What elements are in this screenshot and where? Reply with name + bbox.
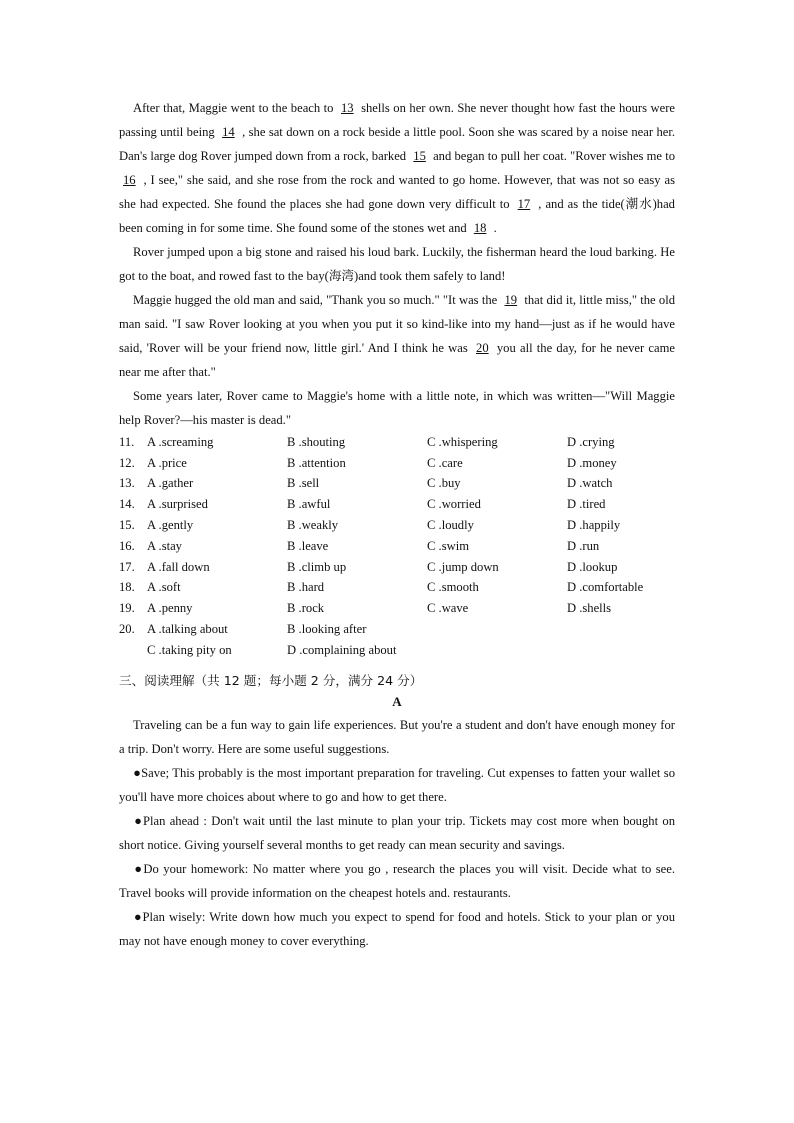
question-number: 13. xyxy=(119,476,135,491)
option-a: A .screaming xyxy=(147,434,214,449)
option-d: D .shells xyxy=(567,601,612,616)
text: ●Save; This probably is the most important preparation for traveling. Cut expenses to fatten your wallet so you'll have more choices about where to go and how to get there. xyxy=(119,765,675,804)
option-c: C .worried xyxy=(427,497,481,512)
option-c: C .whispering xyxy=(427,434,498,449)
option-row xyxy=(119,619,675,640)
option-row xyxy=(119,515,675,536)
question-number: 18. xyxy=(119,580,135,595)
passage-tip xyxy=(119,761,675,809)
blank-19: 19 xyxy=(504,293,518,307)
passage-tip xyxy=(119,857,675,905)
option-a: A .talking about xyxy=(147,622,228,637)
text: Traveling can be a fun way to gain life experiences. But you're a student and don't have enough money for a trip. Don't worry. Here are some useful suggestions. xyxy=(119,717,675,756)
option-b: B .awful xyxy=(287,497,331,512)
text: , and as the tide(潮水)had been coming in for some time. She found some of the stones wet and xyxy=(119,197,675,235)
question-number: 11. xyxy=(119,434,135,449)
option-c: C .swim xyxy=(427,538,469,553)
option-d: D .crying xyxy=(567,434,615,449)
option-a: A .surprised xyxy=(147,497,208,512)
blank-15: 15 xyxy=(413,149,426,163)
option-row xyxy=(119,536,675,557)
question-number: 17. xyxy=(119,559,135,574)
option-a: A .soft xyxy=(147,580,181,595)
option-b: B .shouting xyxy=(287,434,346,449)
option-d: D .tired xyxy=(567,497,606,512)
text: and began to pull her coat. "Rover wishes me to xyxy=(433,149,675,163)
option-b: B .leave xyxy=(287,538,329,553)
question-number: 14. xyxy=(119,497,135,512)
text: ●Do your homework: No matter where you go , research the places you will visit. Decide what to see. Travel books will provide information on the cheapest hotels and. restaurants. xyxy=(119,861,675,900)
option-row xyxy=(119,432,675,453)
option-row xyxy=(119,640,675,661)
option-row xyxy=(119,453,675,474)
passage-intro xyxy=(119,713,675,761)
page-content xyxy=(119,96,675,953)
option-c: C .care xyxy=(427,455,463,470)
text: ●Plan ahead : Don't wait until the last minute to plan your trip. Tickets may cost more when bought on short notice. Giving yourself several months to get ready can mean security and savings. xyxy=(119,813,675,852)
option-a: A .penny xyxy=(147,601,193,616)
question-number: 15. xyxy=(119,518,135,533)
option-b: B .climb up xyxy=(287,559,347,574)
option-c: C .loudly xyxy=(427,518,474,533)
option-b: B .attention xyxy=(287,455,346,470)
options-table xyxy=(119,432,675,661)
text: you all the day, for he never came near me after that." xyxy=(119,341,676,379)
text: Rover jumped upon a big stone and raised his loud bark. Luckily, the fisherman heard the loud barking. He got to the boat, and rowed fast to the bay(海湾)and took them safely to land! xyxy=(119,245,675,283)
question-number: 19. xyxy=(119,601,135,616)
option-empty xyxy=(567,640,675,661)
option-d: D .lookup xyxy=(567,559,618,574)
cloze-paragraph-3 xyxy=(119,288,675,384)
option-a: A .gather xyxy=(147,476,194,491)
text: Maggie hugged the old man and said, "Thank you so much." "It was the xyxy=(133,293,498,307)
text: shells on her own. She never thought how fast the hours were passing until being xyxy=(119,101,675,139)
option-b: B .weakly xyxy=(287,518,339,533)
cloze-paragraph-1 xyxy=(119,96,675,240)
passage-title: A xyxy=(392,693,402,709)
option-b: B .looking after xyxy=(287,622,367,637)
option-c: C .taking pity on xyxy=(147,642,232,657)
question-number: 16. xyxy=(119,538,135,553)
text: After that, Maggie went to the beach to xyxy=(133,101,334,115)
option-row xyxy=(119,578,675,599)
option-c: C .jump down xyxy=(427,559,499,574)
option-empty xyxy=(427,640,567,661)
passage-tip xyxy=(119,809,675,857)
option-c: C .smooth xyxy=(427,580,479,595)
text: Some years later, Rover came to Maggie's home with a little note, in which was written—"Will Maggie help Rover?—his master is dead." xyxy=(119,389,675,427)
cloze-paragraph-4 xyxy=(119,384,675,432)
section-heading: 三、阅读理解（共 12 题；每小题 2 分，满分 24 分） xyxy=(119,672,423,688)
option-a: A .gently xyxy=(147,518,194,533)
option-d: D .watch xyxy=(567,476,613,491)
option-a: A .fall down xyxy=(147,559,210,574)
text: , she sat down on a rock beside a little pool. Soon she was scared by a noise near her. Dan's large dog Rover jumped down from a rock, barked xyxy=(119,125,675,163)
option-a: A .price xyxy=(147,455,187,470)
option-d: D .complaining about xyxy=(287,642,397,657)
text: , I see," she said, and she rose from the rock and wanted to go home. However, that was not so easy as she had expected. She found the places she had gone down very difficult to xyxy=(119,173,675,211)
question-number xyxy=(119,640,147,661)
option-d: D .run xyxy=(567,538,600,553)
option-c xyxy=(427,619,567,640)
option-row xyxy=(119,557,675,578)
blank-16: 16 xyxy=(123,173,136,187)
option-b: B .sell xyxy=(287,476,320,491)
option-d: D .comfortable xyxy=(567,580,644,595)
passage-tip xyxy=(119,905,675,953)
blank-20: 20 xyxy=(476,341,489,355)
option-d xyxy=(567,619,675,640)
blank-13: 13 xyxy=(341,101,354,115)
text: . xyxy=(493,221,497,235)
cloze-paragraph-2 xyxy=(119,240,675,288)
text: that did it, little miss," the old man said. "I saw Rover looking at you when you put it so kind-like into my hand—just as if he would have said, 'Rover will be your friend now, little girl.' And I think he was xyxy=(119,293,675,355)
option-a: A .stay xyxy=(147,538,182,553)
option-b: B .hard xyxy=(287,580,325,595)
blank-18: 18 xyxy=(473,221,487,235)
option-d: D .happily xyxy=(567,518,621,533)
question-number: 20. xyxy=(119,622,135,637)
option-b: B .rock xyxy=(287,601,325,616)
option-d: D .money xyxy=(567,455,617,470)
option-row xyxy=(119,494,675,515)
question-number: 12. xyxy=(119,455,135,470)
option-c: C .buy xyxy=(427,476,461,491)
option-row xyxy=(119,598,675,619)
option-row xyxy=(119,474,675,495)
option-c: C .wave xyxy=(427,601,469,616)
text: ●Plan wisely: Write down how much you expect to spend for food and hotels. Stick to your plan or you may not have enough money to cover everything. xyxy=(119,909,675,948)
blank-17: 17 xyxy=(517,197,531,211)
blank-14: 14 xyxy=(222,125,235,139)
